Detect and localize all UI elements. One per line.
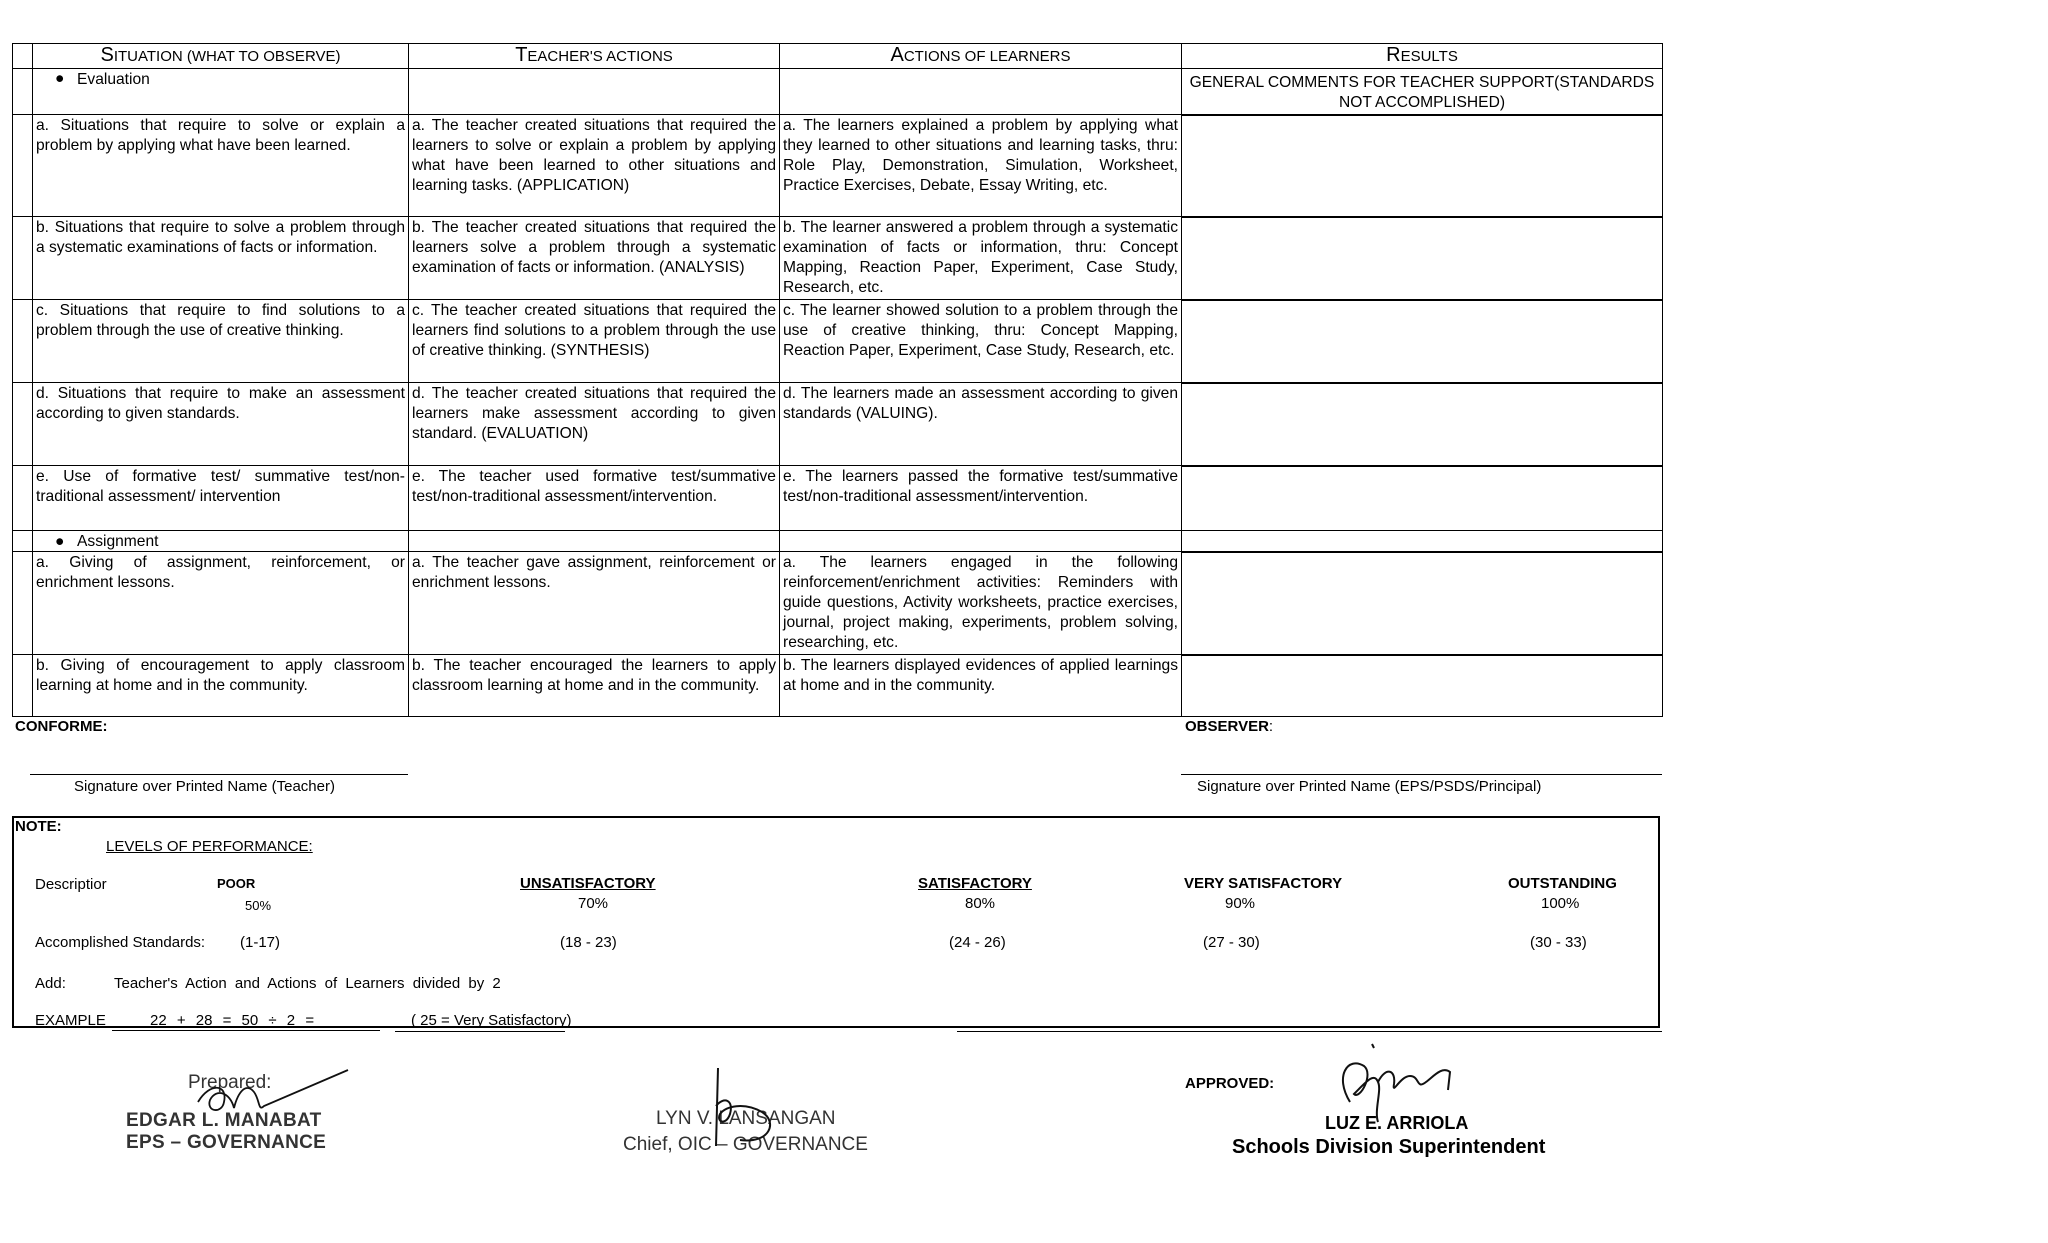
teacher-signature-line[interactable]: [30, 774, 408, 775]
level-name: SATISFACTORY: [918, 875, 1032, 892]
conforme-label: CONFORME:: [15, 718, 108, 735]
note-title: NOTE:: [15, 818, 62, 835]
table-row: a. Giving of assignment, reinforcement, or enrichment lessons. a. The teacher gave assignment, reinforcement or enrichment lessons. a. The learners engaged in the following reinforcement/enrichment activities: Reminders with guide questions, Activity worksheets, practice exercises, journal, project making, experiments, problem solving, researching, etc.: [13, 552, 1663, 655]
level-percent: 100%: [1541, 895, 1580, 912]
evaluation-section-row: [13, 69, 1663, 115]
general-comments-label: GENERAL COMMENTS FOR TEACHER SUPPORT(STANDARDS NOT ACCOMPLISHED): [1182, 69, 1663, 115]
result-cell[interactable]: [1182, 466, 1663, 531]
chief-signature: [700, 1066, 796, 1148]
add-text: Teacher's Action and Actions of Learners divided by 2: [114, 975, 501, 992]
example-formula: 22 + 28 = 50 ÷ 2 =: [150, 1012, 315, 1029]
bullet-icon: ●: [55, 70, 65, 87]
level-percent: 80%: [965, 895, 996, 912]
approver-title: Schools Division Superintendent: [1232, 1136, 1546, 1158]
bullet-icon: ●: [55, 533, 65, 550]
results-header: RESULTS: [1182, 44, 1663, 69]
preparer-name: EDGAR L. MANABAT: [126, 1110, 322, 1131]
result-cell[interactable]: [1182, 383, 1663, 466]
table-row: b. Situations that require to solve a problem through a systematic examinations of facts or information. b. The teacher created situations that required the learners solve a problem through a systematic examination of facts or information. (ANALYSIS) b. The learner answered a problem through a systematic examination of facts or information, thru: Concept Mapping, Reaction Paper, Experiment, Case Study, Research, etc.: [13, 217, 1663, 300]
level-range: (30 - 33): [1530, 934, 1587, 951]
chief-name: LYN V. LANSANGAN: [656, 1108, 836, 1129]
assignment-label: ● Assignment: [33, 531, 409, 552]
table-row: c. Situations that require to find solutions to a problem through the use of creative thinking. c. The teacher created situations that required the learners find solutions to a problem through the use of creative thinking. (SYNTHESIS) c. The learner showed solution to a problem through the use of creative thinking, thru: Concept Mapping, Reaction Paper, Experiment, Case Study, Research, etc.: [13, 300, 1663, 383]
table-row: d. Situations that require to make an assessment according to given standards. d. The teacher created situations that required the learners make assessment according to given standard. (EVALUATION) d. The learners made an assessment according to given standards (VALUING).: [13, 383, 1663, 466]
example-result: ( 25 = Very Satisfactory): [411, 1012, 572, 1029]
result-cell[interactable]: [1182, 552, 1663, 655]
result-cell[interactable]: [1182, 217, 1663, 300]
chief-title: Chief, OIC – GOVERNANCE: [623, 1134, 868, 1155]
observer-signature-label: Signature over Printed Name (EPS/PSDS/Principal): [1197, 778, 1542, 795]
table-row: b. Giving of encouragement to apply classroom learning at home and in the community. b. The teacher encouraged the learners to apply classroom learning at home and in the community. b. The learners displayed evidences of applied learnings at home and in the community.: [13, 655, 1663, 717]
table-row: e. Use of formative test/ summative test/non-traditional assessment/ intervention e. The teacher used formative test/summative test/non-traditional assessment/intervention. e. The learners passed the formative test/summative test/non-traditional assessment/intervention.: [13, 466, 1663, 531]
level-range: (27 - 30): [1203, 934, 1260, 951]
level-range: (18 - 23): [560, 934, 617, 951]
level-name: OUTSTANDING: [1508, 875, 1617, 892]
index-header: [13, 44, 33, 69]
teacher-signature-label: Signature over Printed Name (Teacher): [74, 778, 335, 795]
add-label: Add:: [35, 975, 66, 992]
level-percent: 90%: [1225, 895, 1256, 912]
level-name: POOR: [217, 876, 256, 891]
learners-actions-header: ACTIONS OF LEARNERS: [780, 44, 1182, 69]
accomplished-standards-label: Accomplished Standards:: [35, 934, 206, 951]
level-name: VERY SATISFACTORY: [1184, 875, 1343, 892]
level-percent: 50%: [245, 898, 272, 913]
level-range: (1-17): [240, 934, 281, 951]
example-label: EXAMPLE: [35, 1012, 106, 1029]
observer-signature-line[interactable]: [1181, 774, 1662, 775]
evaluation-label: ● Evaluation: [33, 69, 409, 115]
situation-header: SITUATION (WHAT TO OBSERVE): [33, 44, 409, 69]
description-label: Descriptior: [35, 876, 107, 893]
approver-name: LUZ E. ARRIOLA: [1325, 1113, 1469, 1133]
observer-label: OBSERVER:: [1185, 718, 1274, 735]
observation-table: [12, 43, 1663, 717]
table-row: a. Situations that require to solve or explain a problem by applying what have been learned. a. The teacher created situations that required the learners to solve or explain a problem by applying what have been learned to other situations and learning tasks. (APPLICATION) a. The learners explained a problem by applying what they learned to other situations and learning tasks, thru: Role Play, Demonstration, Simulation, Worksheet, Practice Exercises, Debate, Essay Writing, etc.: [13, 115, 1663, 217]
result-cell[interactable]: [1182, 655, 1663, 717]
approved-label: APPROVED:: [1185, 1075, 1275, 1092]
result-cell[interactable]: [1182, 300, 1663, 383]
prepared-label: Prepared:: [188, 1072, 272, 1093]
result-cell[interactable]: [1182, 115, 1663, 217]
level-name: UNSATISFACTORY: [520, 875, 656, 892]
preparer-title: EPS – GOVERNANCE: [126, 1132, 327, 1153]
levels-of-performance-label: LEVELS OF PERFORMANCE:: [106, 838, 313, 855]
level-percent: 70%: [578, 895, 609, 912]
assignment-section-row: [13, 531, 1663, 552]
header-row: [13, 44, 1663, 69]
level-range: (24 - 26): [949, 934, 1006, 951]
teacher-actions-header: TEACHER'S ACTIONS: [409, 44, 780, 69]
